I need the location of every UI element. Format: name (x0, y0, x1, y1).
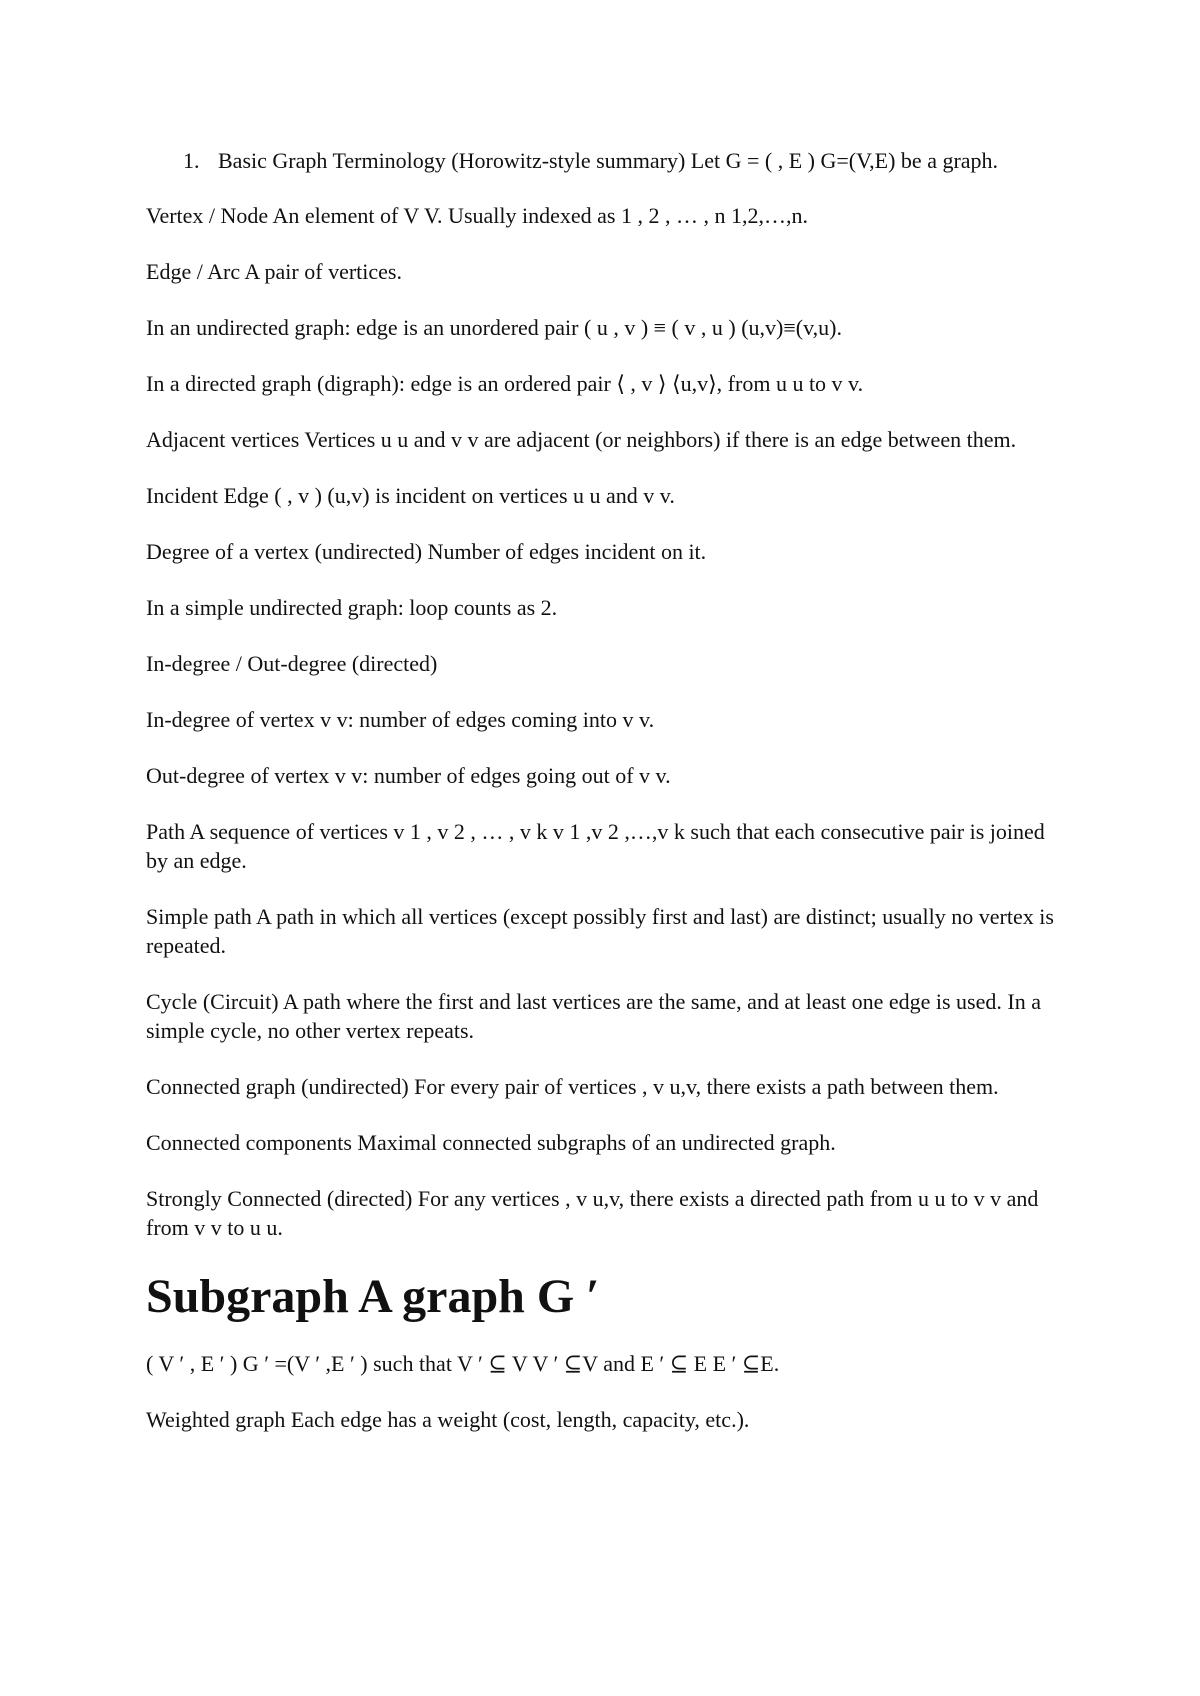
list-item-text: Basic Graph Terminology (Horowitz-style summary) Let G = ( , E ) G=(V,E) be a graph. (218, 148, 999, 173)
paragraph-connected-components: Connected components Maximal connected subgraphs of an undirected graph. (146, 1130, 836, 1155)
paragraph-in-degree: In-degree of vertex v v: number of edges coming into v v. (146, 707, 655, 732)
paragraph-degree: Degree of a vertex (undirected) Number of edges incident on it. (146, 539, 707, 564)
paragraph-vertex: Vertex / Node An element of V V. Usually indexed as 1 , 2 , … , n 1,2,…,n. (146, 203, 808, 228)
numbered-list-item (146, 146, 1056, 175)
paragraph-adjacent: Adjacent vertices Vertices u u and v v are adjacent (or neighbors) if there is an edge between them. (146, 427, 1017, 452)
paragraph-loop: In a simple undirected graph: loop counts as 2. (146, 595, 558, 620)
paragraph-directed-edge: In a directed graph (digraph): edge is an ordered pair ⟨ , v ⟩ ⟨u,v⟩, from u u to v v. (146, 371, 864, 396)
document-body (146, 146, 1056, 1461)
paragraph-out-degree: Out-degree of vertex v v: number of edges going out of v v. (146, 763, 671, 788)
paragraph-path: Path A sequence of vertices v 1 , v 2 , … , v k v 1 ,v 2 ,…,v k such that each consecutive pair is joined by an edge. (146, 819, 1045, 873)
paragraph-incident: Incident Edge ( , v ) (u,v) is incident on vertices u u and v v. (146, 483, 675, 508)
paragraph-strongly-connected: Strongly Connected (directed) For any vertices , v u,v, there exists a directed path from u u to v v and from v v to u u. (146, 1186, 1039, 1240)
paragraph-undirected-edge: In an undirected graph: edge is an unordered pair ( u , v ) ≡ ( v , u ) (u,v)≡(v,u). (146, 315, 842, 340)
list-number: 1. (183, 148, 200, 173)
paragraph-cycle: Cycle (Circuit) A path where the first and last vertices are the same, and at least one edge is used. In a simple cycle, no other vertex repeats. (146, 989, 1041, 1043)
paragraph-edge: Edge / Arc A pair of vertices. (146, 259, 402, 284)
paragraph-in-out-degree: In-degree / Out-degree (directed) (146, 651, 438, 676)
paragraph-simple-path: Simple path A path in which all vertices (except possibly first and last) are distinct; usually no vertex is repeated. (146, 904, 1054, 958)
paragraph-connected-graph: Connected graph (undirected) For every pair of vertices , v u,v, there exists a path between them. (146, 1074, 999, 1099)
paragraph-weighted-graph: Weighted graph Each edge has a weight (cost, length, capacity, etc.). (146, 1407, 750, 1432)
paragraph-subgraph-definition: ( V ′ , E ′ ) G ′ =(V ′ ,E ′ ) such that V ′ ⊆ V V ′ ⊆V and E ′ ⊆ E E ′ ⊆E. (146, 1351, 780, 1376)
section-heading-subgraph: Subgraph A graph G ′ (146, 1270, 600, 1323)
